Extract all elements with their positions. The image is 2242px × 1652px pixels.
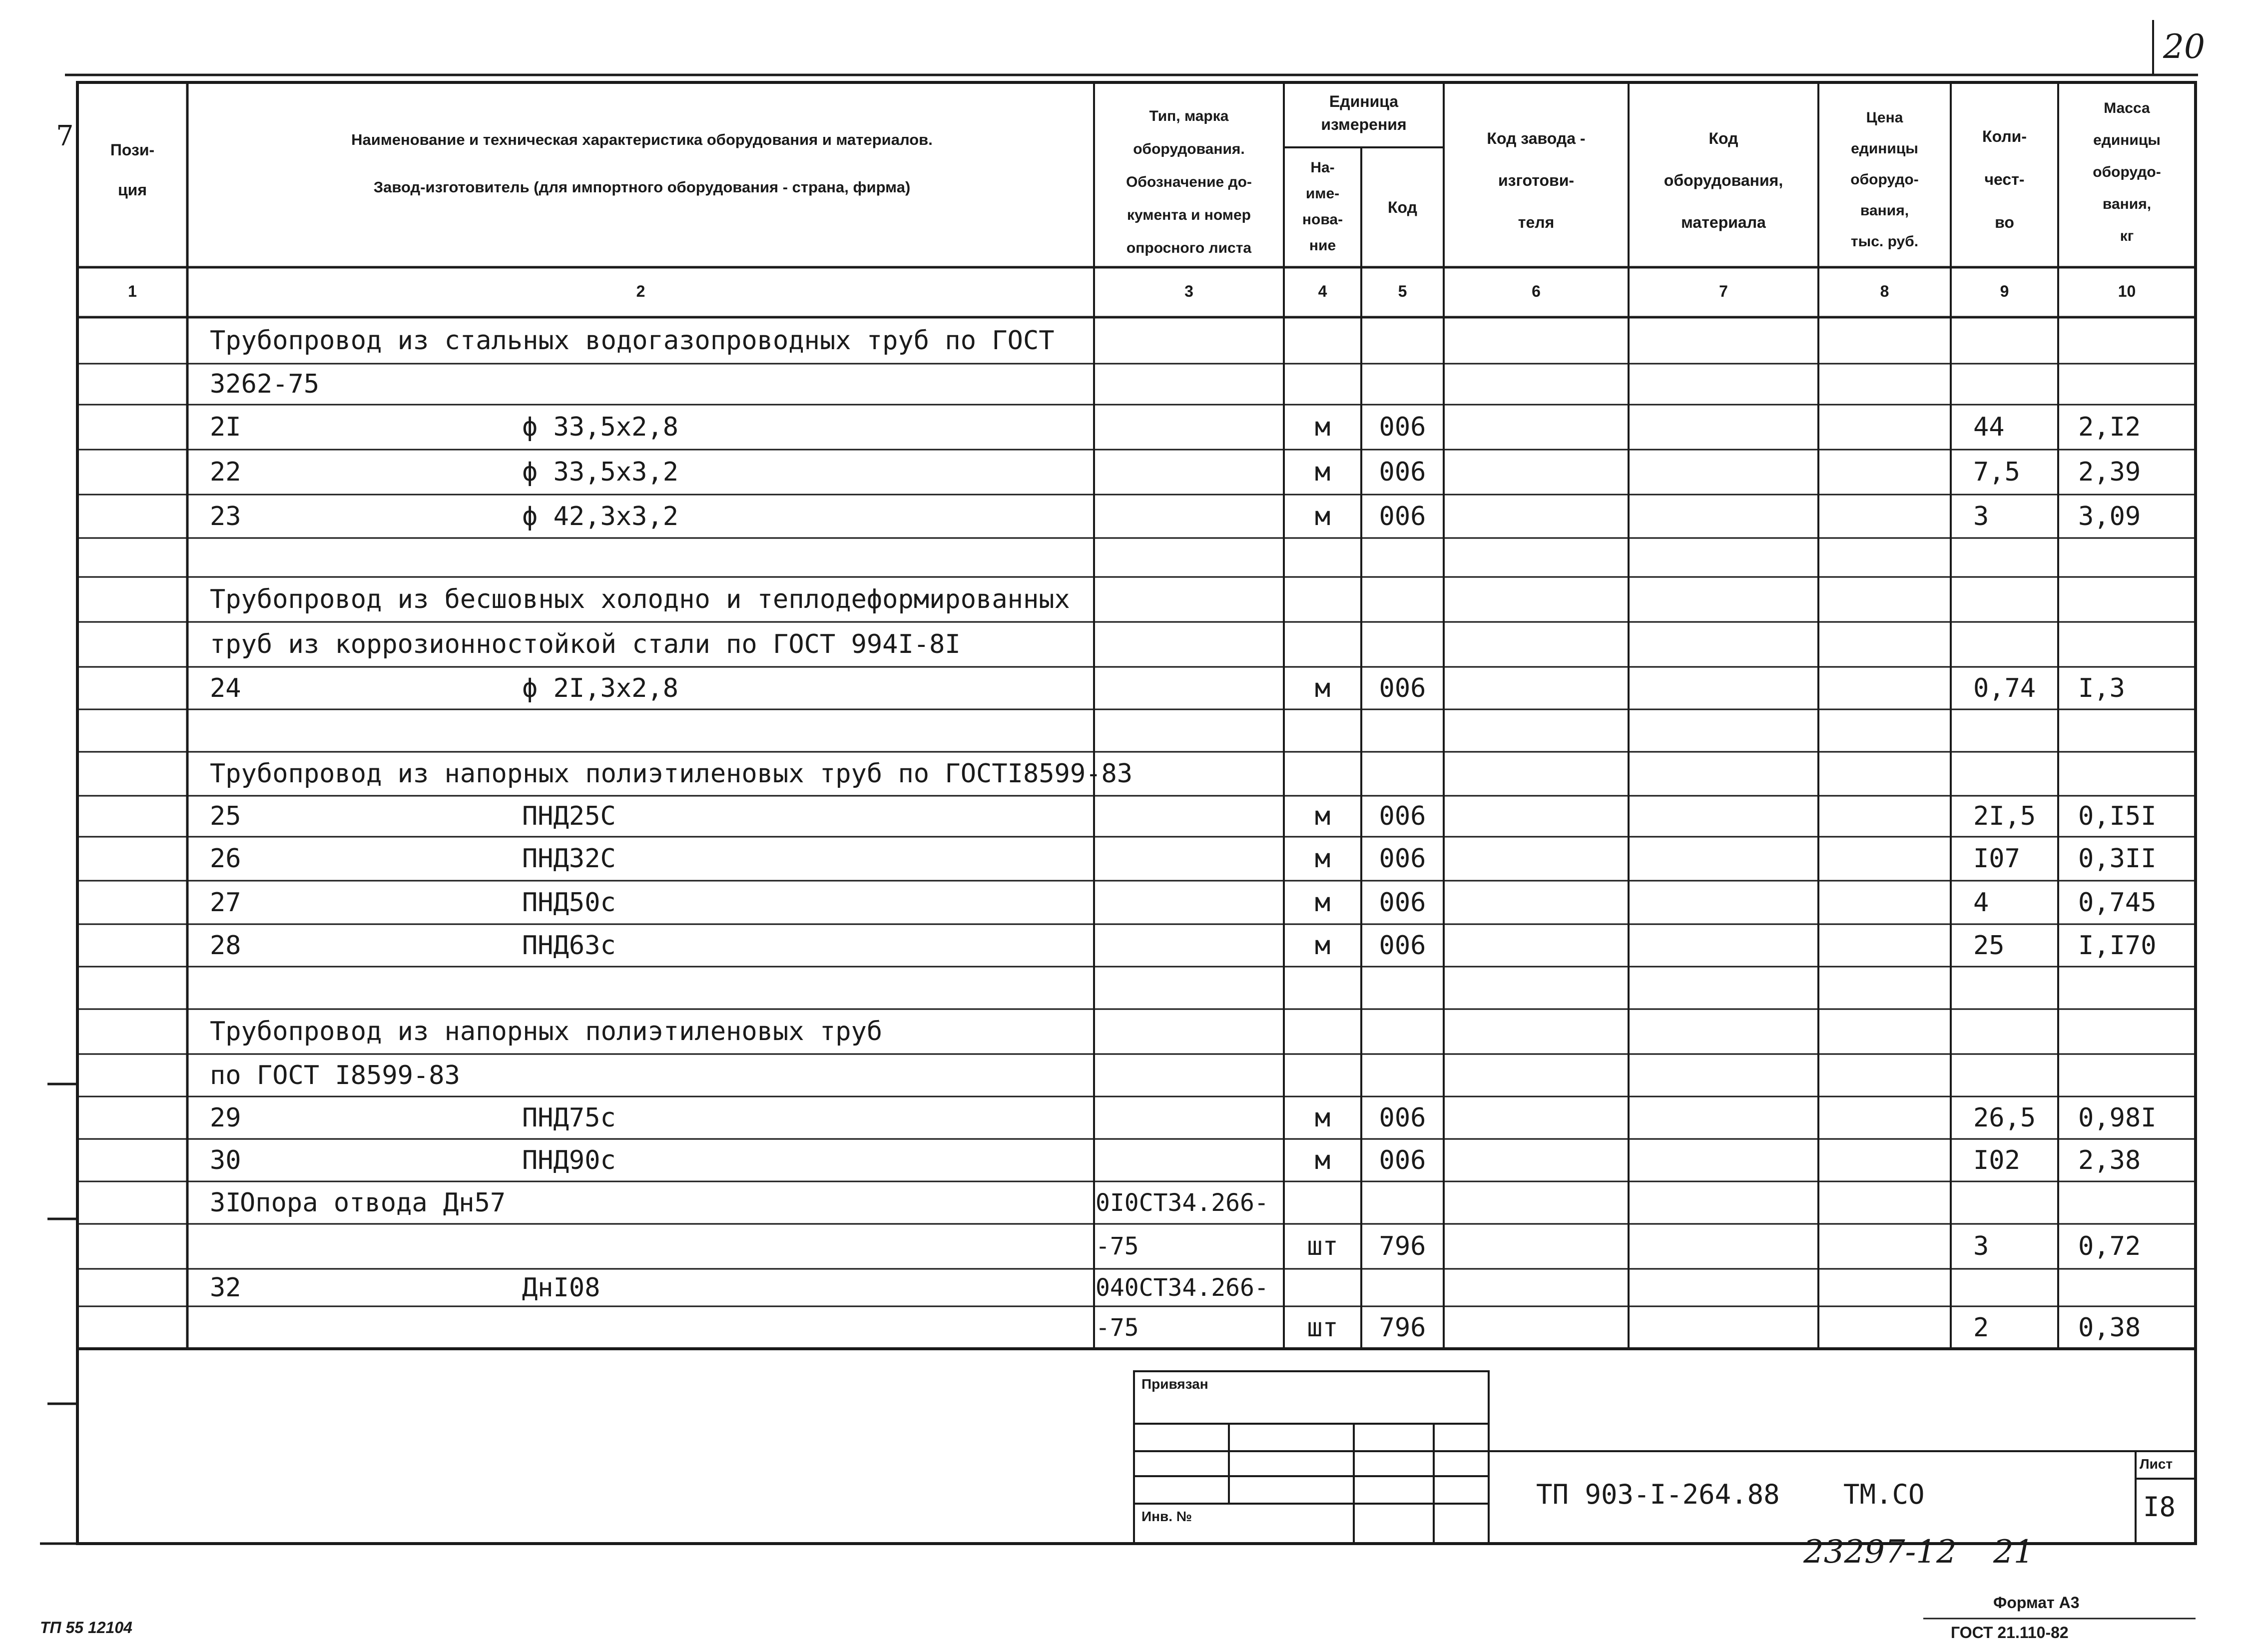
cell-unit: м — [1314, 457, 1331, 487]
cell-qty: I07 — [1973, 844, 2020, 874]
archive-page: 21 — [1993, 1534, 2034, 1571]
column-number-3: 3 — [1184, 282, 1193, 300]
cell-name: 3262-75 — [210, 369, 320, 399]
cell-unit: м — [1314, 801, 1331, 831]
cell-pos: 29 — [210, 1102, 241, 1133]
document-mark: ТМ.СО — [1843, 1479, 1925, 1510]
cell-spec: ПНД63с — [522, 930, 616, 961]
cell-pos: 25 — [210, 801, 241, 831]
cell-unit: м — [1314, 1145, 1331, 1175]
standard-label: ГОСТ 21.110-82 — [1951, 1624, 2069, 1642]
cell-unit: м — [1314, 1102, 1331, 1133]
cell-unit: м — [1314, 412, 1331, 442]
cell-unit: м — [1314, 887, 1331, 918]
cell-code: 006 — [1379, 844, 1426, 874]
cell-name: по ГОСТ I8599-83 — [210, 1060, 460, 1091]
cell-mass: 0,38 — [2078, 1312, 2141, 1343]
header-unit-group: Единица измерения — [1321, 92, 1407, 133]
cell-unit: м — [1314, 501, 1331, 532]
cell-pos: 32 — [210, 1272, 241, 1303]
document-code: ТП 903-I-264.88 — [1536, 1479, 1780, 1510]
cell-mass: 2,39 — [2078, 457, 2141, 487]
cell-pos: 26 — [210, 844, 241, 874]
cell-qty: 0,74 — [1973, 673, 2036, 703]
cell-spec: ϕ 33,5х3,2 — [522, 457, 679, 487]
cell-unit: шт — [1307, 1312, 1338, 1343]
cell-mass: 0,98I — [2078, 1102, 2157, 1133]
cell-code: 796 — [1379, 1312, 1426, 1343]
column-number-7: 7 — [1719, 282, 1728, 300]
cell-qty: 4 — [1973, 887, 1989, 918]
cell-unit: м — [1314, 930, 1331, 961]
header-equipment-code: Код оборудования, материала — [1664, 129, 1783, 231]
header-unit-code: Код — [1388, 198, 1417, 216]
cell-mass: 3,09 — [2078, 501, 2141, 532]
cell-doc: -75 — [1096, 1232, 1139, 1260]
cell-pos: 28 — [210, 930, 241, 961]
cell-code: 006 — [1379, 801, 1426, 831]
cell-pos: 23 — [210, 501, 241, 532]
cell-qty: I02 — [1973, 1145, 2020, 1175]
cell-code: 796 — [1379, 1231, 1426, 1261]
header-quantity: Коли- чест- во — [1982, 127, 2027, 231]
cell-code: 006 — [1379, 1102, 1426, 1133]
cell-mass: I,I70 — [2078, 930, 2157, 961]
privyazan-label: Привязан — [1141, 1376, 1208, 1392]
cell-name: Трубопровод из напорных полиэтиленовых труб по ГОСТI8599-83 — [210, 759, 1133, 789]
header-factory-code: Код завода - изготови- теля — [1487, 129, 1586, 231]
cell-pos: 2I — [210, 412, 241, 442]
sheet-label: Лист — [2140, 1456, 2173, 1472]
column-number-8: 8 — [1880, 282, 1889, 300]
format-label: Формат А3 — [1993, 1594, 2080, 1612]
footer-left-code: ТП 55 12104 — [40, 1619, 132, 1637]
cell-name: Трубопровод из стальных водогазопроводных труб по ГОСТ — [210, 325, 1055, 356]
header-price: Цена единицы оборудо- вания, тыс. руб. — [1850, 109, 1919, 250]
cell-spec: ϕ 33,5х2,8 — [522, 412, 679, 442]
header-mass: Масса единицы оборудо- вания, кг — [2093, 100, 2161, 244]
margin-mark: 7 — [56, 120, 74, 152]
cell-qty: 44 — [1973, 412, 2005, 442]
archive-number: 23297-12 — [1803, 1534, 1957, 1571]
cell-spec: ПНД25С — [522, 801, 616, 831]
column-number-9: 9 — [2000, 282, 2009, 300]
cell-qty: 25 — [1973, 930, 2005, 961]
cell-code: 006 — [1379, 930, 1426, 961]
cell-doc: -75 — [1096, 1313, 1139, 1342]
cell-mass: 0,I5I — [2078, 801, 2157, 831]
cell-qty: 2 — [1973, 1312, 1989, 1343]
cell-pos: 24 — [210, 673, 241, 703]
cell-code: 006 — [1379, 673, 1426, 703]
cell-mass: 0,745 — [2078, 887, 2157, 918]
header-position: Пози- ция — [110, 141, 155, 199]
header-name-line2: Завод-изготовитель (для импортного оборудования - страна, фирма) — [373, 178, 911, 196]
cell-spec: ПНД90с — [522, 1145, 616, 1175]
header-name-line1: Наименование и техническая характеристика оборудования и материалов. — [351, 131, 933, 148]
inventory-number-label: Инв. № — [1141, 1509, 1192, 1524]
cell-spec: ПНД50с — [522, 887, 616, 918]
cell-name: труб из коррозионностойкой стали по ГОСТ 994I-8I — [210, 629, 961, 659]
cell-code: 006 — [1379, 501, 1426, 532]
cell-pos: 22 — [210, 457, 241, 487]
sheet-mark: 20 — [2163, 27, 2205, 66]
cell-spec: ϕ 2I,3х2,8 — [522, 673, 679, 703]
cell-spec: ПНД32С — [522, 844, 616, 874]
cell-mass: 0,3II — [2078, 844, 2157, 874]
header-type: Тип, марка оборудования. Обозначение до- кумента и номер опросного листа — [1126, 108, 1252, 256]
header-unit-name: На- име- нова- ние — [1302, 159, 1343, 254]
cell-pos: 3I — [210, 1187, 241, 1218]
cell-unit: м — [1314, 673, 1331, 703]
cell-code: 006 — [1379, 887, 1426, 918]
cell-code: 006 — [1379, 457, 1426, 487]
cell-pos: 27 — [210, 887, 241, 918]
cell-spec: ϕ 42,3х3,2 — [522, 501, 679, 532]
cell-mass: 2,38 — [2078, 1145, 2141, 1175]
cell-name: Трубопровод из напорных полиэтиленовых труб — [210, 1017, 883, 1047]
cell-mass: 0,72 — [2078, 1231, 2141, 1261]
cell-qty: 3 — [1973, 501, 1989, 532]
cell-unit: м — [1314, 844, 1331, 874]
column-number-4: 4 — [1318, 282, 1327, 300]
cell-qty: 3 — [1973, 1231, 1989, 1261]
cell-mass: I,3 — [2078, 673, 2125, 703]
cell-unit: шт — [1307, 1231, 1338, 1261]
cell-pos: 30 — [210, 1145, 241, 1175]
sheet-number: I8 — [2143, 1491, 2176, 1523]
column-number-1: 1 — [128, 282, 137, 300]
column-number-2: 2 — [636, 282, 645, 300]
cell-mass: 2,I2 — [2078, 412, 2141, 442]
cell-doc: 0I0СТ34.266- — [1096, 1188, 1269, 1217]
cell-name: Трубопровод из бесшовных холодно и теплодеформированных — [210, 584, 1070, 614]
cell-spec: ПНД75с — [522, 1102, 616, 1133]
cell-qty: 2I,5 — [1973, 801, 2036, 831]
column-number-10: 10 — [2118, 282, 2136, 300]
cell-qty: 7,5 — [1973, 457, 2020, 487]
cell-doc: 040СТ34.266- — [1096, 1273, 1269, 1302]
column-number-5: 5 — [1398, 282, 1407, 300]
cell-code: 006 — [1379, 412, 1426, 442]
cell-spec: ДнI08 — [522, 1272, 600, 1303]
cell-qty: 26,5 — [1973, 1102, 2036, 1133]
cell-code: 006 — [1379, 1145, 1426, 1175]
column-number-6: 6 — [1532, 282, 1541, 300]
cell-name: Опора отвода Дн57 — [240, 1187, 506, 1218]
